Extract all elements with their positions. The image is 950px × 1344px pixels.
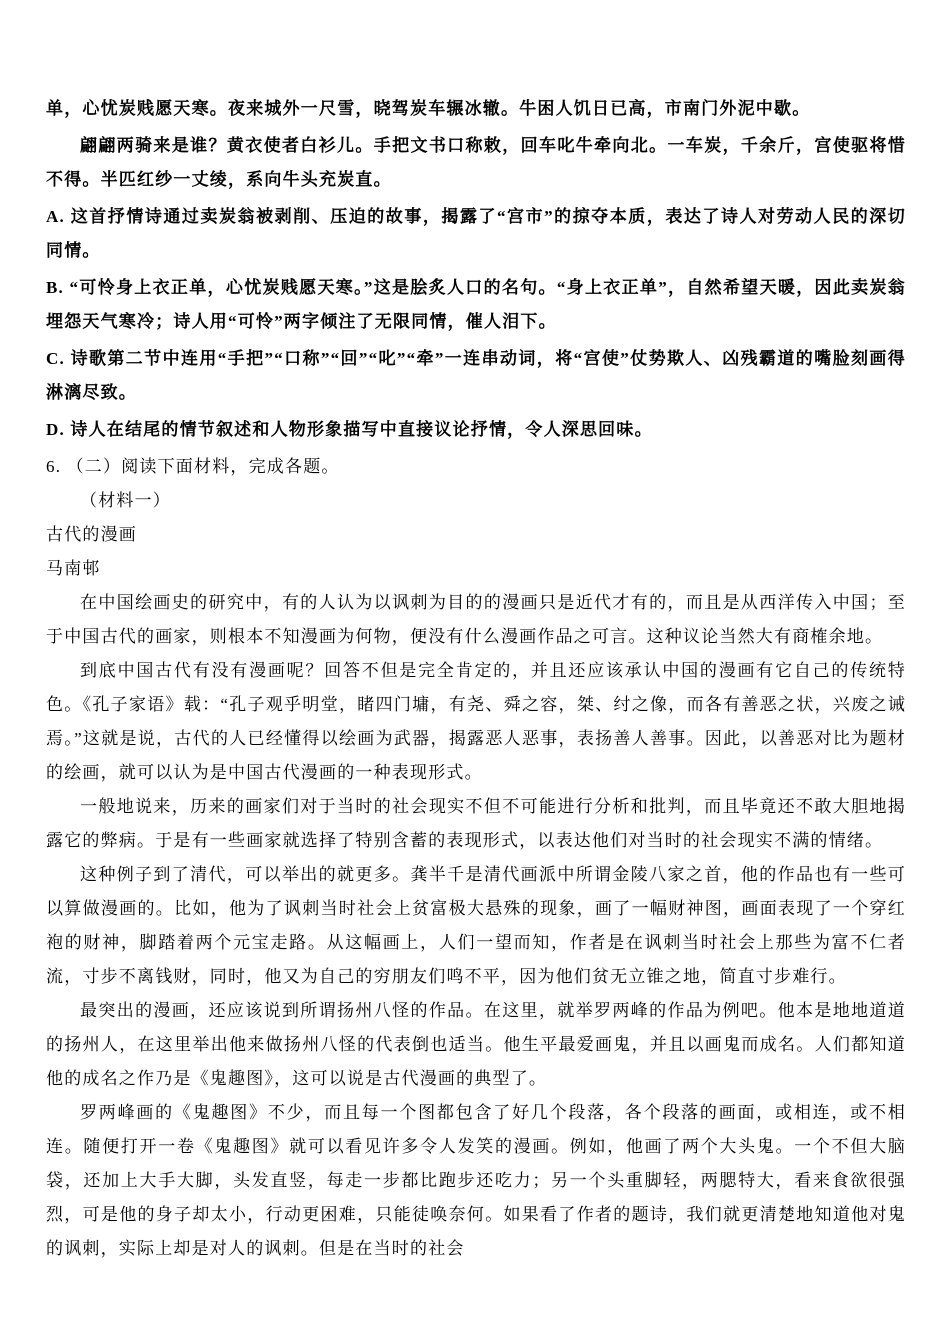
material-1-label: （材料一） — [80, 491, 171, 510]
option-c: C. 诗歌第二节中连用“手把”“口称”“回”“叱”“牵”一连串动词，将“宫使”仗势欺人、凶残霸道的嘴脸刻画得淋漓尽致。 — [46, 349, 906, 402]
material-paragraph-2: 到底中国古代有没有漫画呢？回答不但是完全肯定的，并且还应该承认中国的漫画有它自己的传统特色。《孔子家语》载：“孔子观乎明堂，睹四门墉，有尧、舜之容，桀、纣之像，而各有善恶之状，兴废之诫焉。”这就是说，古代的人已经懂得以绘画为武器，揭露恶人恶事，表扬善人善事。因此，以善恶对比为题材的绘画，就可以认为是中国古代漫画的一种表现形式。 — [46, 661, 906, 782]
poem-stanza-2: 翩翩两骑来是谁？黄衣使者白衫儿。手把文书口称敕，回车叱牛牵向北。一车炭，千余斤，宫使驱将惜不得。半匹红纱一丈绫，系向牛头充炭直。 — [46, 136, 906, 189]
material-paragraph-4: 这种例子到了清代，可以举出的就更多。龚半千是清代画派中所谓金陵八家之首，他的作品也有一些可以算做漫画的。比如，他为了讽刺当时社会上贫富极大悬殊的现象，画了一幅财神图，画面表现了一个穿红袍的财神，脚踏着两个元宝走路。从这幅画上，人们一望而知，作者是在讽刺当时社会上那些为富不仁者流，寸步不离钱财，同时，他又为自己的穷朋友们鸣不平，因为他们贫无立锥之地，简直寸步难行。 — [46, 865, 906, 986]
material-paragraph-3: 一般地说来，历来的画家们对于当时的社会现实不但不可能进行分析和批判，而且毕竟还不敢大胆地揭露它的弊病。于是有一些画家就选择了特别含蓄的表现形式，以表达他们对当时的社会现实不满的情绪。 — [46, 797, 906, 850]
poem-line-continued: 单，心忧炭贱愿天寒。夜来城外一尺雪，晓驾炭车辗冰辙。牛困人饥日已高，市南门外泥中歇。 — [46, 99, 811, 118]
option-a: A. 这首抒情诗通过卖炭翁被剥削、压迫的故事，揭露了“宫市”的掠夺本质，表达了诗人对劳动人民的深切同情。 — [46, 207, 906, 260]
material-paragraph-6: 罗两峰画的《鬼趣图》不少，而且每一个图都包含了好几个段落，各个段落的画面，或相连，或不相连。随便打开一卷《鬼趣图》就可以看见许多令人发笑的漫画。例如，他画了两个大头鬼。一个不但大脑袋，还加上大手大脚，头发直竖，每走一步都比跑步还吃力；另一个头重脚轻，两腮特大，看来食欲很强烈，可是他的身子却太小，行动更困难，只能徒唤奈何。如果看了作者的题诗，我们就更清楚地知道他对鬼的讽刺，实际上却是对人的讽刺。但是在当时的社会 — [46, 1103, 906, 1258]
option-b: B. “可怜身上衣正单，心忧炭贱愿天寒。”这是脍炙人口的名句。“身上衣正单”，自然希望天暖，因此卖炭翁埋怨天气寒冷；诗人用“可怜”两字倾注了无限同情，催人泪下。 — [46, 278, 906, 331]
material-title: 古代的漫画 — [46, 525, 137, 544]
option-d: D. 诗人在结尾的情节叙述和人物形象描写中直接议论抒情，令人深思回味。 — [46, 420, 653, 439]
question-6-heading: 6. （二）阅读下面材料，完成各题。 — [46, 457, 340, 476]
material-paragraph-1: 在中国绘画史的研究中，有的人认为以讽刺为目的的漫画只是近代才有的，而且是从西洋传入中国；至于中国古代的画家，则根本不知漫画为何物，便没有什么漫画作品之可言。这种议论当然大有商榷余地。 — [46, 593, 906, 646]
material-paragraph-5: 最突出的漫画，还应该说到所谓扬州八怪的作品。在这里，就举罗两峰的作品为例吧。他本是地地道道的扬州人，在这里举出他来做扬州八怪的代表倒也适当。他生平最爱画鬼，并且以画鬼而成名。人们都知道他的成名之作乃是《鬼趣图》，这可以说是古代漫画的典型了。 — [46, 1001, 906, 1088]
material-author: 马南邨 — [46, 559, 101, 578]
